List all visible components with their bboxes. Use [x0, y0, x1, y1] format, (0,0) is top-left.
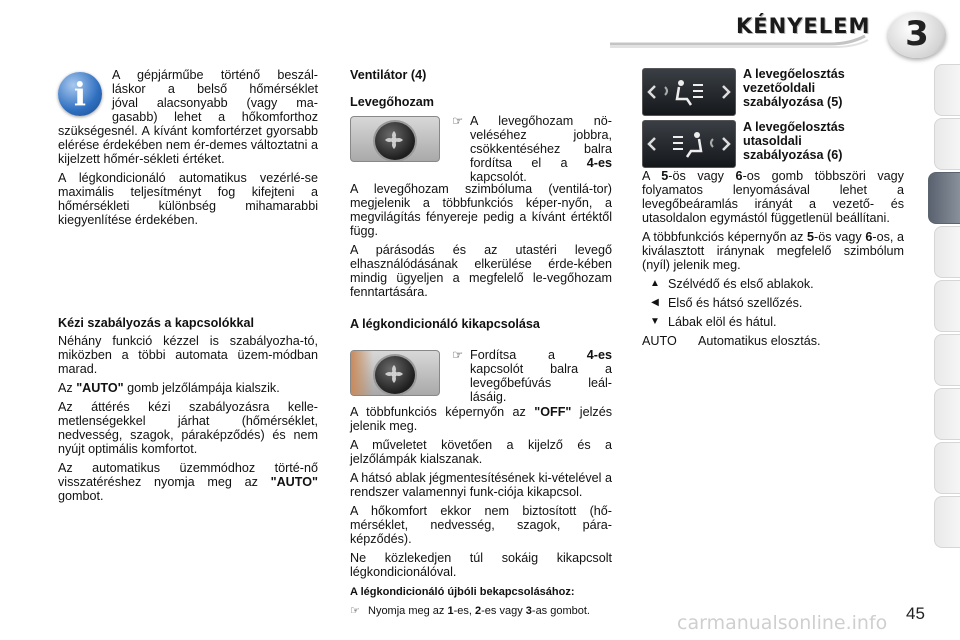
airflow-heading: Levegőhozam: [350, 95, 434, 109]
driver-distribution-heading: A levegőelosztás vezetőoldali szabályozása (5): [743, 67, 845, 109]
manual-heading: Kézi szabályozás a kapcsolókkal: [58, 316, 255, 330]
pointer-icon: ☞: [350, 605, 360, 617]
arrow-left-icon: ◀: [651, 297, 659, 308]
auto-label: AUTO: [642, 334, 677, 348]
page-number: 45: [906, 604, 925, 623]
driver-heading-block: [743, 67, 873, 114]
distribution-text: A 5-ös vagy 6-os gomb többszöri vagy folyamatos lenyomásával lehet a levegőbeáramlás irányát a vezető- és utasoldalon egymástól függetlenül beállítani. A többfunkciós képernyőn az 5-ös vagy 6-os, a kiválasztott iránynak megfelelő szimbólum (nyíl) jelenik meg. ▲ Szélvédő és első ablakok. ◀ Első és hátsó szellőzés. ▼ Lábak elöl és hátul. AUTO Automatikus elosztás.: [642, 169, 904, 348]
fan-knob-image: [350, 116, 440, 162]
list-item: ▲ Szélvédő és első ablakok.: [642, 277, 904, 291]
chapter-tabs: [928, 64, 960, 574]
reenable-heading: A légkondicionáló újbóli bekapcsolásához:: [350, 586, 575, 598]
auto-control-paragraph: A légkondicionáló automatikus vezérlé-se maximális teljesítményt fog kifejteni a hőmérsékleti különbség mihamarabbi kiegyenlítése érdekében.: [58, 171, 318, 227]
header-swoosh: [610, 34, 870, 50]
fan-heading: Ventilátor (4): [350, 68, 427, 82]
passenger-distribution-heading: A levegőelosztás utasoldali szabályozása (6): [743, 120, 845, 162]
fan-heading-block: [350, 68, 612, 114]
reenable-block: A légkondicionáló újbóli bekapcsolásához: ☞ Nyomja meg az 1-es, 2-es vagy 3-as gombot.: [350, 586, 612, 623]
arrow-up-icon: ▲: [650, 278, 660, 289]
ac-off-heading: A légkondicionáló kikapcsolása: [350, 317, 540, 331]
chapter-tab[interactable]: [934, 442, 960, 494]
chapter-tab[interactable]: [934, 388, 960, 440]
arrow-down-icon: ▼: [650, 316, 660, 327]
chapter-tab-active[interactable]: [928, 172, 960, 224]
ac-off-instruction: ☞ Fordítsa a 4-es kapcsolót balra a levegőbefúvás leál-lásáig.: [452, 348, 612, 404]
passenger-distribution-image: [642, 120, 736, 168]
list-item: ◀ Első és hátsó szellőzés.: [642, 296, 904, 310]
pointer-icon: ☞: [452, 114, 464, 128]
chapter-title: KÉNYELEM: [736, 14, 871, 38]
chapter-tab[interactable]: [934, 226, 960, 278]
list-item-auto: AUTO Automatikus elosztás.: [642, 334, 821, 348]
ac-off-text: A többfunkciós képernyőn az "OFF" jelzés jelenik meg. A műveletet követően a kijelző és a jelzőlámpák kialszanak. A hátsó ablak jégmentesítésének ki-vételével a rendszer valamennyi funk-ciója kikapcsol. A hőkomfort ekkor nem biztosított (hő-mérséklet, nedvesség, szagok, pára-képződés). Ne közlekedjen túl sokáig kikapcsolt légkondicionálóval.: [350, 405, 612, 579]
airflow-instruction: ☞ A levegőhozam nö-veléséhez jobbra, csökkentéséhez balra fordítsa el a 4-es kapcsolót.: [452, 114, 612, 184]
chapter-badge: [888, 12, 946, 58]
manual-section: Kézi szabályozás a kapcsolókkal Néhány funkció kézzel is szabályozha-tó, miközben a többi automata üzem-módban marad. Az "AUTO" gomb jelzőlámpája kialszik. Az áttérés kézi szabályozásra kelle-metlenségekkel járhat (hőmérséklet, nedvesség, szagok, páraképződés) és nem nyújt optimális komfortot. Az automatikus üzemmódhoz törté-nő visszatéréshez nyomja meg az "AUTO" gombot.: [58, 316, 318, 503]
ac-off-heading-block: [350, 317, 612, 336]
watermark: carmanualsonline.info: [677, 612, 888, 634]
chapter-tab[interactable]: [934, 334, 960, 386]
chapter-tab[interactable]: [934, 118, 960, 170]
info-icon: i: [58, 72, 102, 116]
list-item: ▼ Lábak elöl és hátul.: [642, 315, 904, 329]
airflow-text: A levegőhozam szimbóluma (ventilá-tor) megjelenik a többfunkciós képer-nyőn, a megvilágítás fényereje pedig a kívánt értéktől függ. A párásodás és az utastéri levegő elhasználódásának elkerülése érde-kében mindig ügyeljen a megfelelő le-vegőhozam fenntartására.: [350, 182, 612, 299]
pointer-icon: ☞: [452, 348, 464, 362]
chapter-number: 3: [905, 14, 929, 54]
passenger-heading-block: [743, 120, 873, 167]
intro-text: A gépjárműbe történő beszál- láskor a belső hőmérséklet jóval alacsonyabb (vagy ma- gasabb) lehet a hőkomforthoz: [112, 68, 318, 124]
chapter-tab[interactable]: [934, 496, 960, 548]
driver-distribution-image: [642, 68, 736, 116]
fan-knob-off-image: [350, 350, 440, 396]
chapter-tab[interactable]: [934, 280, 960, 332]
chapter-tab[interactable]: [934, 64, 960, 116]
intro-text-cont: szükségesnél. A kívánt komfortérzet gyorsabb elérése érdekében nem ér-demes változtatni a kijelzett hőmér-sékleti értéket. A légkondicionáló automatikus vezérlé-se maximális teljesítményt fog kifejteni a hőmérsékleti különbség mihamarabbi kiegyenlítése érdekében.: [58, 124, 318, 227]
